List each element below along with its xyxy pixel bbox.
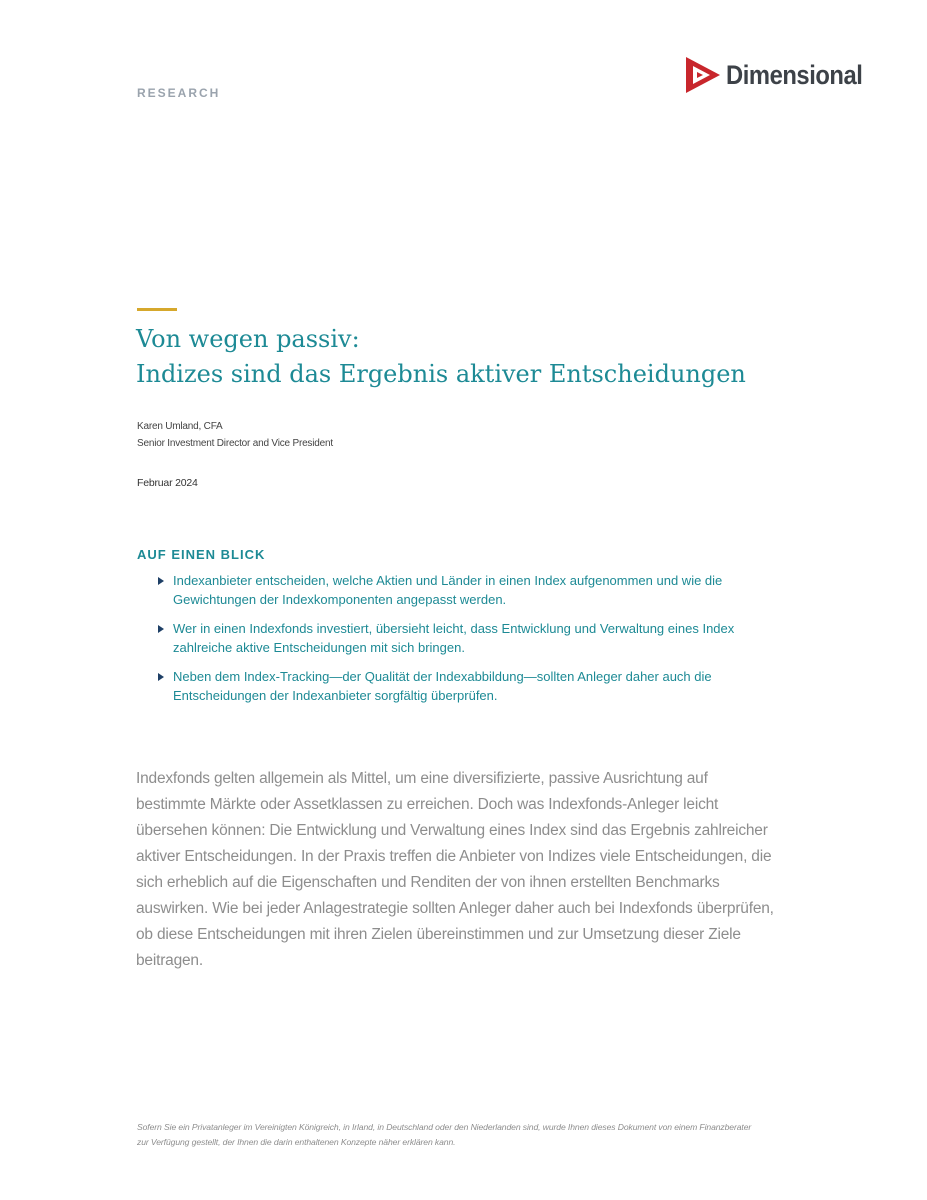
author-role: Senior Investment Director and Vice President: [137, 438, 333, 449]
footer-disclaimer: Sofern Sie ein Privatanleger im Vereinigten Königreich, in Irland, in Deutschland oder den Niederlanden sind, wurde Ihnen dieses Dokument von einem Finanzberater zur Verfügung gestellt, der Ihnen die darin enthaltenen Konzepte näher erklären kann.: [137, 1122, 752, 1147]
title-line-2: Indizes sind das Ergebnis aktiver Entscheidungen: [136, 360, 746, 388]
dimensional-logo-icon: [684, 55, 722, 95]
author-name: Karen Umland, CFA: [137, 421, 223, 432]
triangle-bullet-icon: [158, 625, 164, 633]
list-item: [156, 619, 776, 657]
intro-paragraph: Indexfonds gelten allgemein als Mittel, um eine diversifizierte, passive Ausrichtung auf bestimmte Märkte oder Assetklassen zu erreichen. Doch was Indexfonds-Anleger leicht übersehen können: Die Entwicklung und Verwaltung eines Index sind das Ergebnis zahlreicher aktiver Entscheidungen. In der Praxis treffen die Anbieter von Indizes viele Entscheidungen, die sich erheblich auf die Eigenschaften und Renditen der von ihnen erstellten Benchmarks auswirken. Wie bei jeder Anlagestrategie sollten Anleger daher auch bei Indexfonds überprüfen, ob diese Entscheidungen mit ihren Zielen übereinstimmen und zur Umsetzung dieser Ziele beitragen.: [136, 770, 774, 969]
accent-rule: [137, 308, 177, 311]
list-item-text: Neben dem Index-Tracking—der Qualität der Indexabbildung—sollten Anleger daher auch die Entscheidungen der Indexanbieter sorgfältig überprüfen.: [173, 669, 712, 703]
dimensional-logo: [684, 54, 874, 96]
at-a-glance-heading: AUF EINEN BLICK: [137, 547, 266, 562]
section-kicker: RESEARCH: [137, 86, 221, 100]
list-item: [156, 667, 776, 705]
list-item: [156, 571, 776, 609]
logo-wordmark: Dimensional: [726, 59, 863, 90]
publication-date: Februar 2024: [137, 477, 198, 489]
author-block: [137, 418, 333, 452]
list-item-text: Indexanbieter entscheiden, welche Aktien und Länder in einen Index aufgenommen und wie die Gewichtungen der Indexkomponenten angepasst werden.: [173, 573, 723, 607]
triangle-bullet-icon: [158, 577, 164, 585]
title-line-1: Von wegen passiv:: [136, 325, 360, 353]
triangle-bullet-icon: [158, 673, 164, 681]
at-a-glance-list: [156, 571, 776, 715]
list-item-text: Wer in einen Indexfonds investiert, übersieht leicht, dass Entwicklung und Verwaltung eines Index zahlreiche aktive Entscheidungen mit sich bringen.: [173, 621, 735, 655]
page-title: [136, 322, 836, 392]
